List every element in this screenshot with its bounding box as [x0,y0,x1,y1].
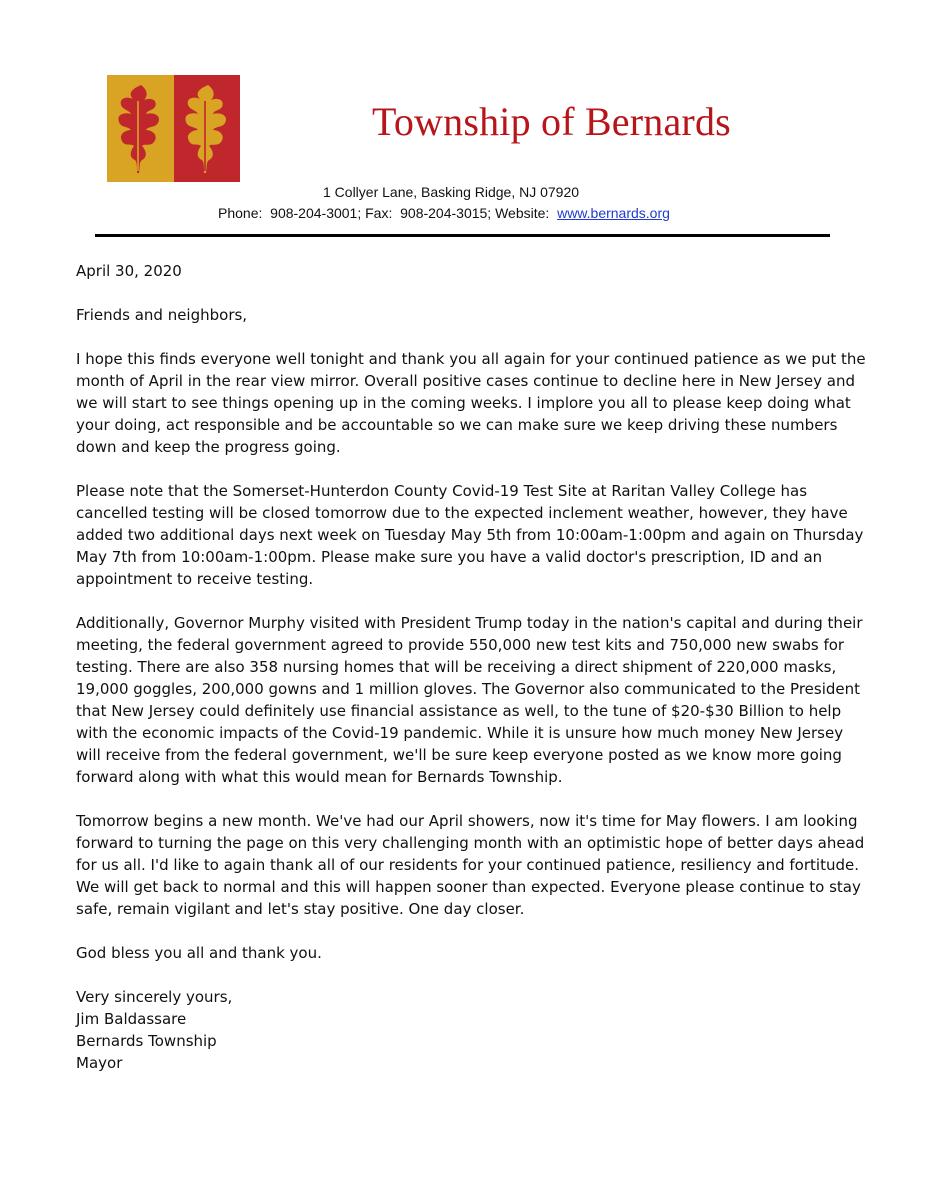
letterhead-divider [95,234,830,237]
contact-phone-fax: Phone: 908-204-3001; Fax: 908-204-3015; Website: [218,205,558,221]
logo-right-panel [174,75,241,182]
letter-body [76,260,866,1074]
letter-date: April 30, 2020 [76,262,182,280]
letter-paragraph: Tomorrow begins a new month. We've had our April showers, now it's time for May flowers. I am looking forward to turning the page on this very challenging month with an optimistic hope of better days ahead for us all. I'd like to again thank all of our residents for your continued patience, resiliency and fortitude. We will get back to normal and this will happen sooner than expected. Everyone please continue to stay safe, remain vigilant and let's stay positive. One day closer. [76,812,865,918]
oak-leaf-icon [178,81,236,177]
letter-paragraph: God bless you all and thank you. [76,944,322,962]
signer-name: Jim Baldassare [76,1010,187,1028]
logo-left-panel [107,75,174,182]
website-link[interactable]: www.bernards.org [557,205,670,221]
letterhead-address: 1 Collyer Lane, Basking Ridge, NJ 07920 [323,184,580,200]
oak-leaf-icon [111,81,169,177]
letter-closing-block [76,986,866,1074]
letter-paragraph: I hope this finds everyone well tonight and thank you all again for your continued patience as we put the month of April in the rear view mirror. Overall positive cases continue to decline here in New Jersey and we will start to see things opening up in the coming weeks. I implore you all to please keep doing what your doing, act responsible and be accountable so we can make sure we keep driving these numbers down and keep the progress going. [76,350,866,456]
signer-title: Mayor [76,1054,123,1072]
letter-paragraph: Please note that the Somerset-Hunterdon County Covid-19 Test Site at Raritan Valley College has cancelled testing will be closed tomorrow due to the expected inclement weather, however, they have added two additional days next week on Tuesday May 5th from 10:00am-1:00pm and again on Thursday May 7th from 10:00am-1:00pm. Please make sure you have a valid doctor's prescription, ID and an appointment to receive testing. [76,482,864,588]
letterhead-contact [218,205,670,221]
letter-paragraph: Additionally, Governor Murphy visited with President Trump today in the nation's capital and during their meeting, the federal government agreed to provide 550,000 new test kits and 750,000 new swabs for testing. There are also 358 nursing homes that will be receiving a direct shipment of 220,000 masks, 19,000 goggles, 200,000 gowns and 1 million gloves. The Governor also communicated to the President that New Jersey could definitely use financial assistance as well, to the tune of $20-$30 Billion to help with the economic impacts of the Covid-19 pandemic. While it is unsure how much money New Jersey will receive from the federal government, we'll be sure keep everyone posted as we know more going forward along with what this would mean for Bernards Township. [76,614,863,786]
letter-salutation: Friends and neighbors, [76,306,248,324]
township-logo [107,75,240,182]
signer-organization: Bernards Township [76,1032,217,1050]
letter-closing: Very sincerely yours, [76,988,233,1006]
letterhead-title: Township of Bernards [372,99,731,144]
